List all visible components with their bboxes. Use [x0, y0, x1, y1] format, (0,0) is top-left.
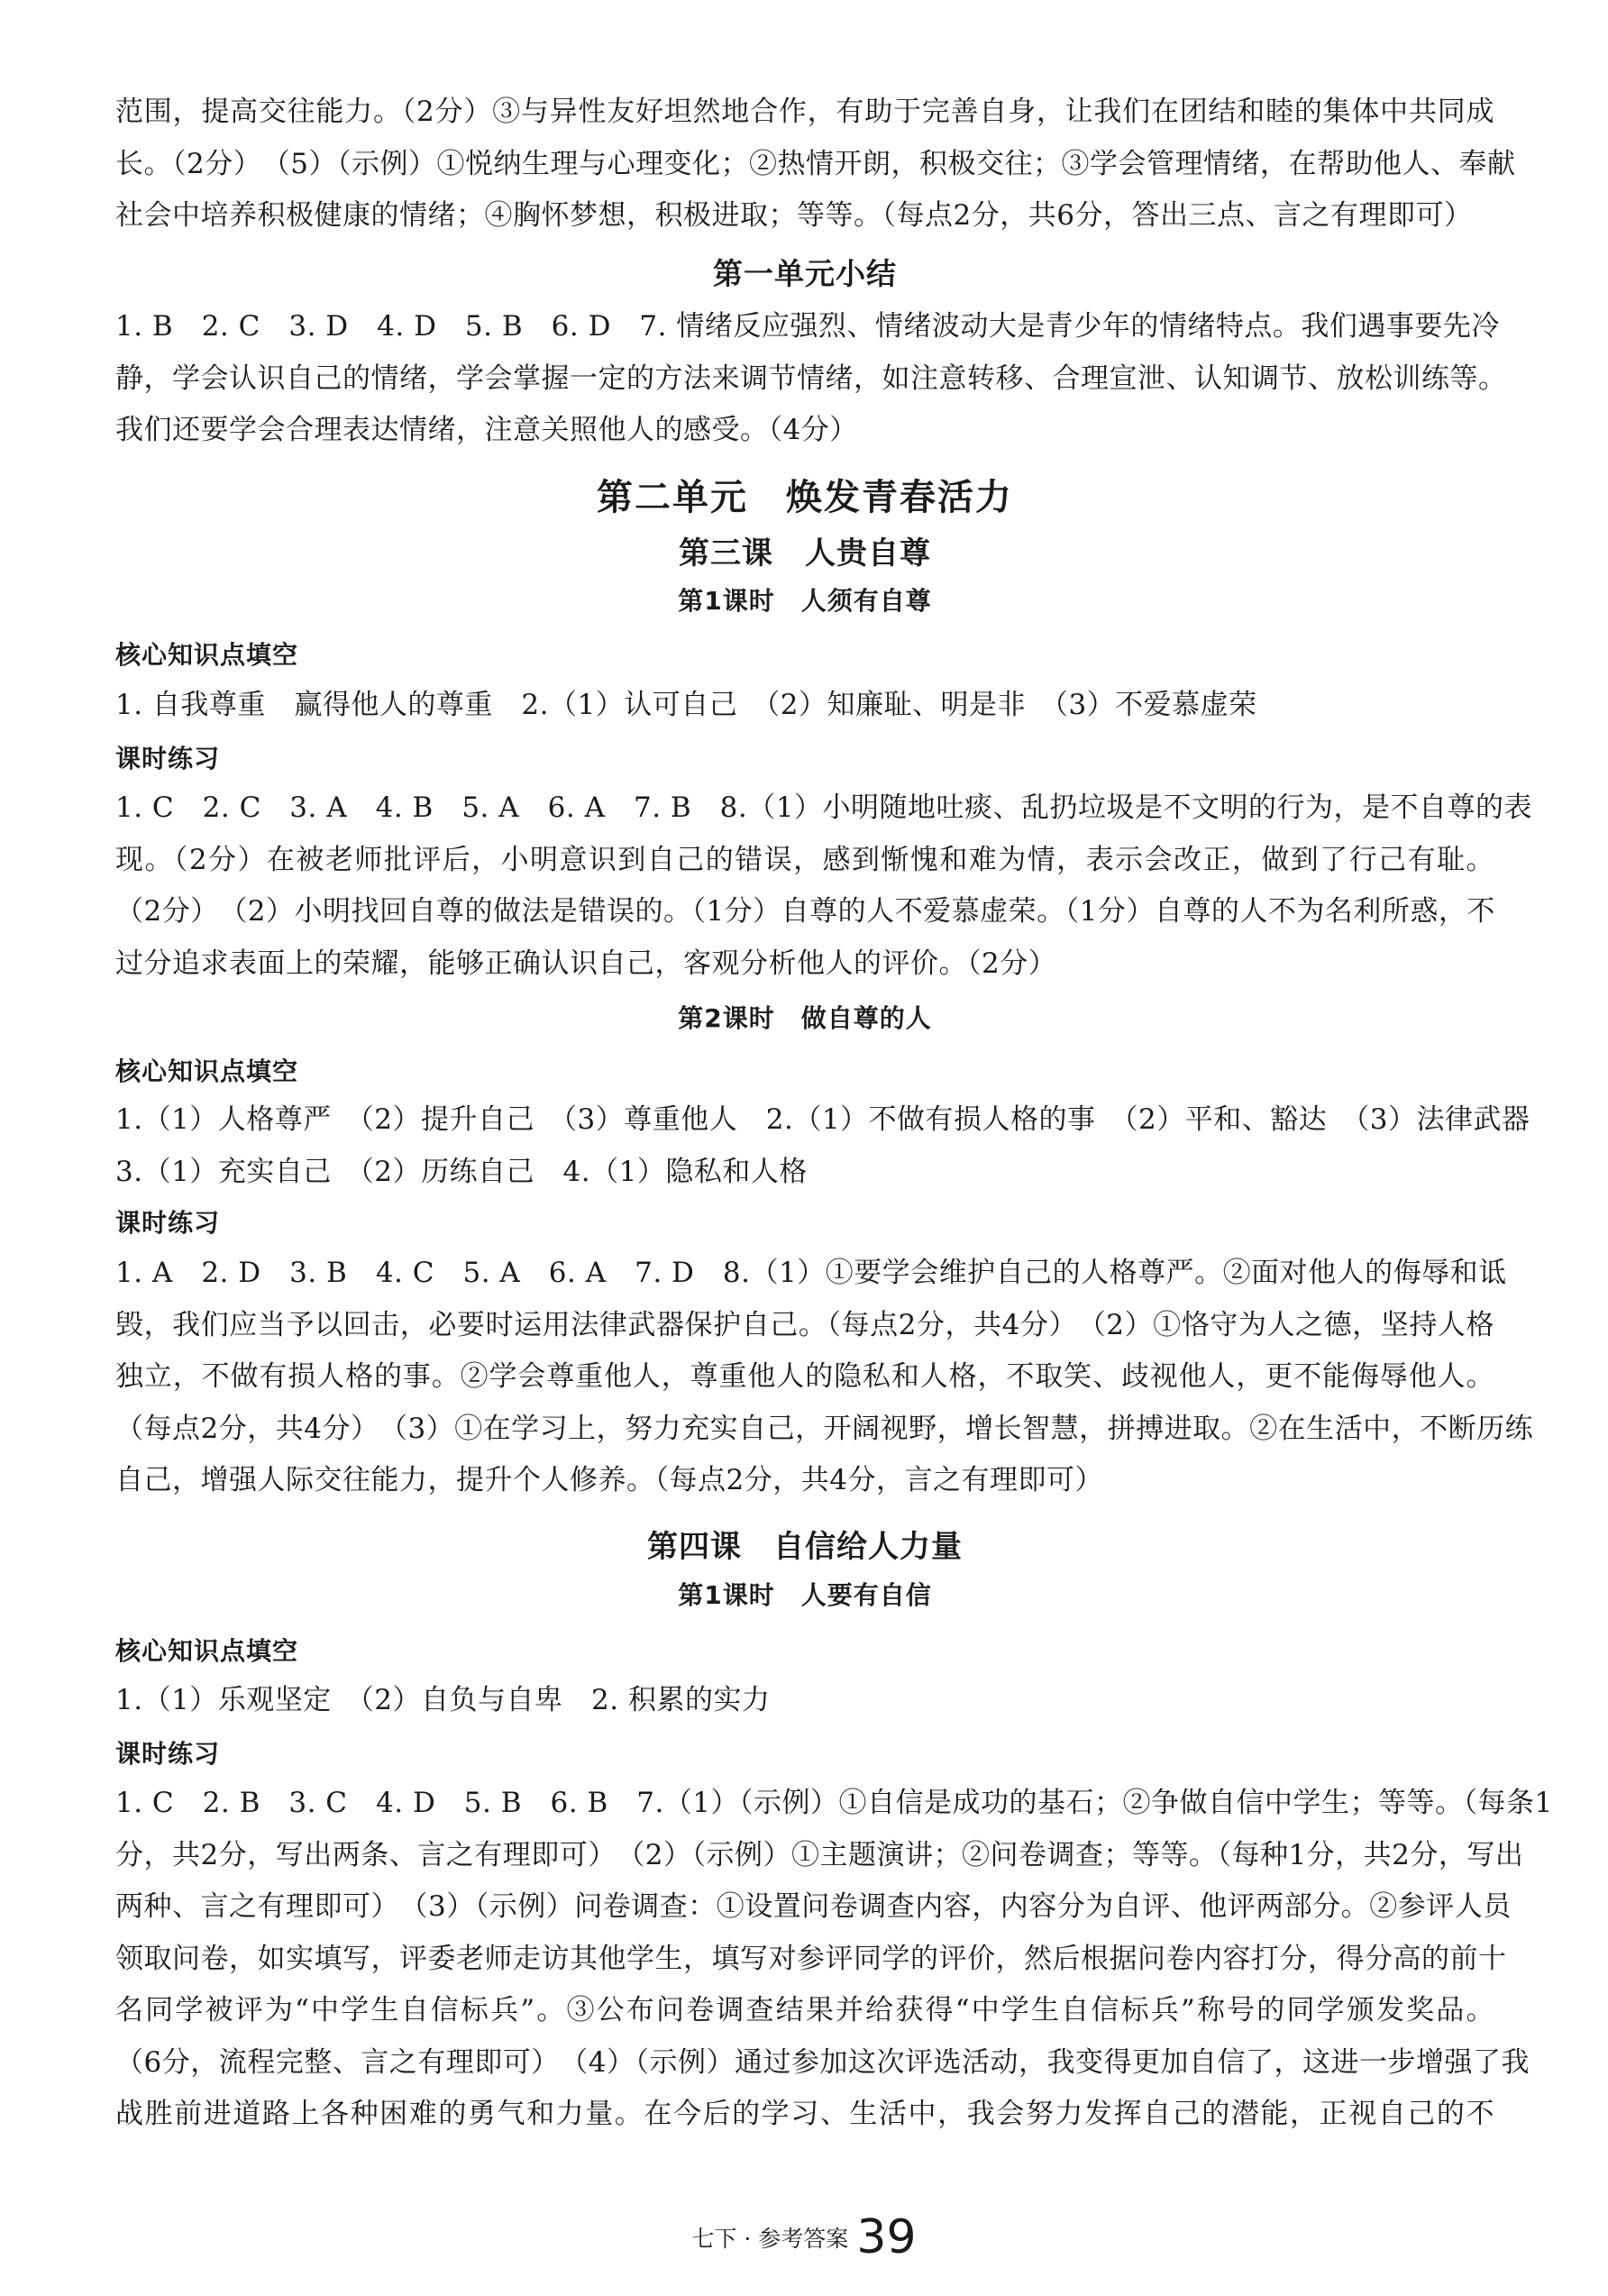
unit1-summary-title: 第一单元小结 [713, 256, 897, 291]
text-line: 长。（2分） （5）（示例）①悦纳生理与心理变化；②热情开朗，积极交往；③学会管理情绪，在帮助他人、奉献 [115, 147, 1516, 180]
text-line: 我们还要学会合理表达情绪，注意关照他人的感受。（4分） [115, 414, 858, 446]
core-knowledge-text [115, 680, 1494, 732]
text-line: 1. 自我尊重 赢得他人的尊重 2.（1）认可自己 （2）知廉耻、明是非 （3）不爱慕虚荣 [115, 689, 1257, 721]
text-line: 3.（1）充实自己 （2）历练自己 4.（1）隐私和人格 [115, 1155, 808, 1188]
lesson4-title: 第四课 自信给人力量 [647, 1529, 963, 1565]
text-line: 1.（1）乐观坚定 （2）自负与自卑 2. 积累的实力 [115, 1684, 771, 1716]
text-line: 1. B 2. C 3. D 4. D 5. B 6. D 7. 情绪反应强烈、情绪波动大是青少年的情绪特点。我们遇事要先冷 [115, 310, 1500, 343]
text-line: 范围，提高交往能力。（2分）③与异性友好坦然地合作，有助于完善自身，让我们在团结和睦的集体中共同成 [115, 96, 1494, 128]
text-line: 社会中培养积极健康的情绪；④胸怀梦想，积极进取；等等。（每点2分，共6分，答出三点、言之有理即可） [115, 199, 1473, 232]
practice-text [115, 1778, 1553, 2141]
text-line: 毁，我们应当予以回击，必要时运用法律武器保护自己。（每点2分，共4分） （2）①恪守为人之德，坚持人格 [115, 1308, 1494, 1341]
lesson4-period1-title: 第1课时 人要有自信 [678, 1580, 932, 1610]
practice-label: 课时练习 [115, 744, 221, 773]
text-line: 战胜前进道路上各种困难的勇气和力量。在今后的学习、生活中，我会努力发挥自己的潜能，正视自己的不 [115, 2098, 1494, 2130]
core-knowledge-text [115, 1094, 1530, 1198]
core-knowledge-label: 核心知识点填空 [115, 1636, 299, 1666]
text-line: 两种、言之有理即可） （3）（示例）问卷调查：①设置问卷调查内容，内容分为自评、他评两部分。②参评人员 [115, 1890, 1512, 1923]
text-line: 1. A 2. D 3. B 4. C 5. A 6. A 7. D 8.（1）①要学会维护自己的人格尊严。②面对他人的侮辱和诋 [115, 1257, 1507, 1289]
text-line: （6分，流程完整、言之有理即可） （4）（示例）通过参加这次评选活动，我变得更加自信了，这进一步增强了我 [115, 2045, 1530, 2079]
text-line: 过分追求表面上的荣耀，能够正确认识自己，客观分析他人的评价。（2分） [115, 947, 1057, 980]
footer-label: 七下 · 参考答案 [691, 2226, 849, 2252]
continuation-text [115, 87, 1516, 242]
text-line: （2分） （2）小明找回自尊的做法是错误的。（1分）自尊的人不爱慕虚荣。（1分）自尊的人不为名利所惑，不 [115, 895, 1495, 928]
text-line: （每点2分，共4分） （3）①在学习上，努力充实自己，开阔视野，增长智慧，拼搏进取。②在生活中，不断历练 [115, 1412, 1534, 1445]
text-line: 1. C 2. B 3. C 4. D 5. B 6. B 7.（1）（示例）①自信是成功的基石；②争做自信中学生；等等。（每条1 [115, 1787, 1553, 1819]
core-knowledge-label: 核心知识点填空 [115, 1057, 299, 1086]
text-line: 自己，增强人际交往能力，提升个人修养。（每点2分，共4分，言之有理即可） [115, 1464, 1103, 1496]
text-line: 1.（1）人格尊严 （2）提升自己 （3）尊重他人 2.（1）不做有损人格的事 （2）平和、豁达 （3）法律武器 [115, 1103, 1530, 1136]
text-line: 独立，不做有损人格的事。②学会尊重他人，尊重他人的隐私和人格，不取笑、歧视他人，更不能侮辱他人。 [115, 1360, 1494, 1393]
lesson3-title: 第三课 人贵自尊 [679, 535, 931, 572]
practice-text [115, 1248, 1534, 1507]
page-footer [0, 2210, 1608, 2264]
page-number: 39 [856, 2210, 917, 2264]
practice-label: 课时练习 [115, 1208, 221, 1238]
text-line: 1. C 2. C 3. A 4. B 5. A 6. A 7. B 8.（1）小明随地吐痰、乱扔垃圾是不文明的行为，是不自尊的表 [115, 791, 1532, 824]
unit1-summary-text [115, 301, 1507, 457]
core-knowledge-text [115, 1675, 1494, 1727]
text-line: 领取问卷，如实填写，评委老师走访其他学生，填写对参评同学的评价，然后根据问卷内容打分，得分高的前十 [115, 1942, 1507, 1975]
practice-label: 课时练习 [115, 1739, 221, 1769]
text-line: 静，学会认识自己的情绪，学会掌握一定的方法来调节情绪，如注意转移、合理宣泄、认知调节、放松训练等。 [115, 361, 1507, 395]
unit2-title: 第二单元 焕发青春活力 [597, 477, 1013, 518]
text-line: 现。（2分）在被老师批评后，小明意识到自己的错误，感到惭愧和难为情，表示会改正，做到了行己有耻。 [115, 843, 1494, 876]
text-line: 名同学被评为“中学生自信标兵”。③公布问卷调查结果并给获得“中学生自信标兵”称号的同学颁发奖品。 [115, 1994, 1494, 2026]
lesson3-period2-title: 第2课时 做自尊的人 [678, 1003, 932, 1033]
core-knowledge-label: 核心知识点填空 [115, 640, 299, 670]
practice-text [115, 782, 1532, 990]
text-line: 分，共2分，写出两条、言之有理即可） （2）（示例）①主题演讲；②问卷调查；等等。（每种1分，共2分，写出 [115, 1838, 1524, 1871]
lesson3-period1-title: 第1课时 人须有自尊 [678, 586, 932, 616]
